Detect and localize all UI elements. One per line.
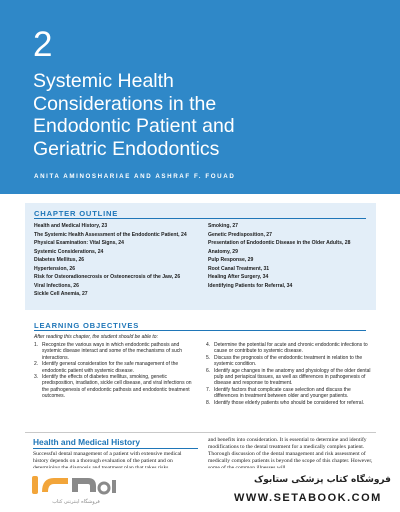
outline-entry[interactable]: Risk for Osteoradionecrosis or Osteonecrosis of the Jaw, 26 bbox=[34, 274, 181, 281]
objective-item bbox=[206, 342, 371, 355]
chapter-title-line: Systemic Health bbox=[33, 70, 174, 92]
setabook-logo-icon bbox=[30, 472, 122, 506]
outline-entry[interactable]: Physical Examination: Vital Signs, 24 bbox=[34, 240, 124, 247]
objectives-right-column bbox=[206, 342, 371, 406]
objective-number: 6. bbox=[206, 367, 211, 374]
objective-text: Identify general consideration for the safe management of the endodontic patient with systemic disease. bbox=[42, 361, 179, 374]
outline-entry[interactable]: Root Canal Treatment, 31 bbox=[208, 265, 270, 272]
outline-heading: CHAPTER OUTLINE bbox=[34, 209, 119, 218]
objective-number: 7. bbox=[206, 386, 211, 393]
objective-number: 4. bbox=[206, 342, 211, 348]
outline-entry[interactable]: Smoking, 27 bbox=[208, 223, 239, 229]
outline-entry[interactable]: Presentation of Endodontic Disease in the Older Adults, 28 bbox=[208, 240, 351, 247]
section-divider bbox=[25, 432, 376, 433]
body-text-left: Successful dental management of a patient with extensive medical history depends on a thorough evaluation of the patient and on bbox=[33, 451, 182, 465]
chapter-title-line: Endodontic Patient and bbox=[33, 115, 235, 137]
chapter-title-line: Geriatric Endodontics bbox=[33, 137, 220, 160]
objective-text: Identify factors that complicate case selection and discuss the differences in treatment between older and younger patients. bbox=[214, 386, 351, 400]
objective-number: 2. bbox=[34, 361, 39, 368]
objective-item bbox=[206, 355, 371, 368]
outline-entry[interactable]: Anatomy, 29 bbox=[208, 248, 238, 255]
watermark-persian-text: فروشگاه کتاب پزشکی ستابوک bbox=[254, 475, 391, 485]
objectives-heading: LEARNING OBJECTIVES bbox=[34, 321, 140, 330]
logo-subtitle: فروشگاه اینترنتی کتاب bbox=[52, 499, 100, 505]
objective-text: Recognize the various ways in which endodontic pathosis and systemic disease interact and some of the mechanisms of such interactions. bbox=[42, 342, 183, 361]
outline-entry[interactable]: Sickle Cell Anemia, 27 bbox=[34, 291, 88, 298]
outline-entry[interactable]: Genetic Predisposition, 27 bbox=[208, 231, 272, 238]
objective-item bbox=[34, 342, 199, 361]
outline-entry[interactable]: Healing After Surgery, 34 bbox=[208, 274, 269, 281]
objective-item bbox=[206, 368, 371, 387]
outline-entry[interactable]: Diabetes Mellitus, 26 bbox=[34, 257, 85, 264]
watermark-url[interactable]: WWW.SETABOOK.COM bbox=[234, 492, 382, 504]
objective-text: Identify age changes in the anatomy and physiology of the older dental pulp and periapical tissues, as well as differences in pathogenesis of disease and response to treatment. bbox=[214, 367, 371, 387]
chapter-number: 2 bbox=[33, 25, 53, 64]
objective-item bbox=[34, 374, 199, 400]
chapter-authors: ANITA AMINOSHARIAE AND ASHRAF F. FOUAD bbox=[34, 173, 236, 180]
objective-text: Determine the potential for acute and chronic endodontic infections to cause or contribute to systemic disease. bbox=[214, 342, 368, 355]
objective-number: 8. bbox=[206, 399, 211, 406]
outline-entry[interactable]: Pulp Response, 29 bbox=[208, 257, 254, 264]
objective-text: Identify the effects of diabetes mellitus, smoking, genetic predisposition, irradiation, sickle cell disease, and viral infections on the pathogenesis of endodontic pathosis and endodontic treatment outcomes. bbox=[42, 374, 192, 400]
objectives-rule bbox=[34, 330, 366, 331]
section-heading: Health and Medical History bbox=[33, 437, 141, 447]
outline-entry[interactable]: Systemic Considerations, 24 bbox=[34, 248, 104, 255]
outline-rule bbox=[34, 218, 366, 219]
outline-entry[interactable]: Viral Infections, 26 bbox=[34, 282, 79, 289]
objective-text: Discuss the prognosis of the endodontic treatment in relation to the systemic condition. bbox=[214, 354, 363, 368]
objective-item bbox=[34, 361, 199, 374]
outline-right-column bbox=[208, 222, 373, 290]
body-text-right: and benefits into consideration. It is essential to determine and identify modifications to the dental treatment for a medically complex patient. Thorough discussion of the dental management and risk assessment of medically complex patients is beyond the scope of this chapter. However, bbox=[208, 437, 373, 465]
objective-text: Identify those elderly patients who should be considered for referral. bbox=[214, 399, 365, 406]
outline-left-column bbox=[34, 222, 204, 299]
objective-number: 5. bbox=[206, 354, 211, 361]
chapter-title-line: Considerations in the bbox=[33, 92, 217, 115]
objective-item bbox=[206, 387, 371, 400]
chapter-title bbox=[33, 70, 363, 160]
section-rule bbox=[33, 448, 198, 449]
objective-number: 1. bbox=[34, 342, 39, 348]
objectives-left-column bbox=[34, 342, 199, 400]
objectives-intro: After reading this chapter, the student should be able to: bbox=[34, 334, 158, 340]
outline-entry[interactable]: Hypertension, 26 bbox=[34, 265, 76, 272]
outline-entry[interactable]: Identifying Patients for Referral, 34 bbox=[208, 282, 293, 289]
objective-number: 3. bbox=[34, 374, 39, 381]
outline-entry[interactable]: The Systemic Health Assessment of the Endodontic Patient, 24 bbox=[34, 231, 187, 238]
outline-entry[interactable]: Health and Medical History, 23 bbox=[34, 223, 108, 229]
objective-item bbox=[206, 400, 371, 406]
